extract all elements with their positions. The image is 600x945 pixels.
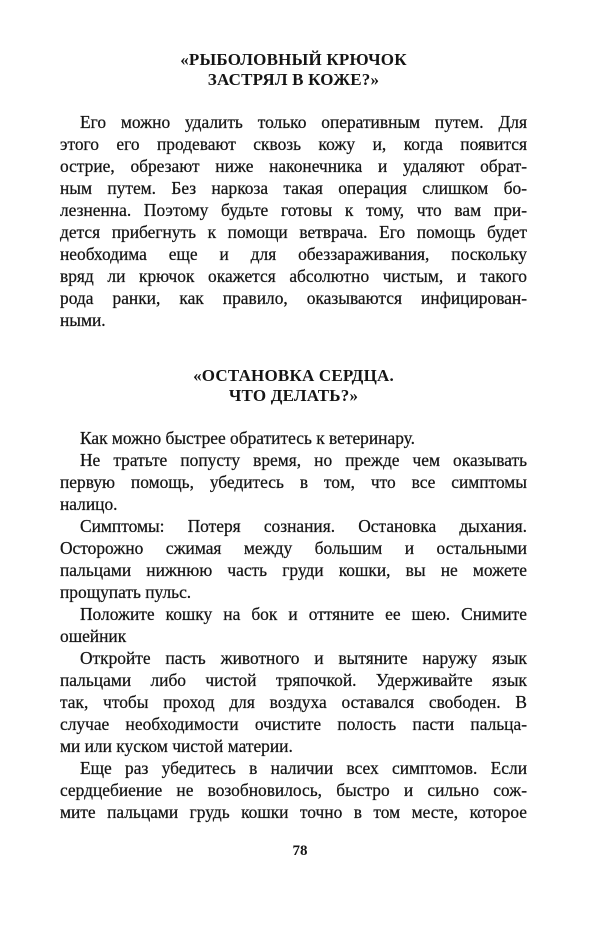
text-line: Откройте пасть животного и вытяните наружу язык xyxy=(80,648,527,668)
text-line: этого его продевают сквозь кожу и, когда появится xyxy=(60,134,527,154)
text-line: первую помощь, убедитесь в том, что все симптомы xyxy=(60,472,527,492)
paragraph xyxy=(60,449,527,515)
text-line: вряд ли крючок окажется абсолютно чистым, и такого xyxy=(60,266,527,286)
article-section xyxy=(60,366,527,823)
text-line: Положите кошку на бок и оттяните ее шею. Снимите xyxy=(80,604,527,624)
paragraph xyxy=(60,111,527,331)
text-line: Еще раз убедитесь в наличии всех симптомов. Если xyxy=(80,758,527,778)
text-line: Не тратьте попусту время, но прежде чем оказывать xyxy=(80,450,527,470)
text-line: дется прибегнуть к помощи ветврача. Его помощь будет xyxy=(60,222,527,242)
text-line: ными. xyxy=(60,310,106,330)
text-line: прощупать пульс. xyxy=(60,582,192,602)
text-line: Осторожно сжимая между большим и остальными xyxy=(60,538,527,558)
page-number: 78 xyxy=(292,843,308,859)
text-line: рода ранки, как правило, оказываются инфицирован- xyxy=(60,288,527,308)
text-line: сердцебиение не возобновилось, быстро и сильно сож- xyxy=(60,780,527,800)
text-line: случае необходимости очистите полость пасти пальца- xyxy=(60,714,527,734)
text-line: пальцами либо чистой тряпочкой. Удерживайте язык xyxy=(60,670,527,690)
text-line: налицо. xyxy=(60,494,118,514)
paragraph xyxy=(60,427,527,449)
text-line: необходима еще и для обеззараживания, поскольку xyxy=(60,244,527,264)
text-line: ошейник xyxy=(60,626,127,646)
text-line: пальцами нижнюю часть груди кошки, вы не можете xyxy=(60,560,527,580)
paragraph xyxy=(60,757,527,823)
heading-line: ЗАСТРЯЛ В КОЖЕ?» xyxy=(207,70,380,89)
text-line: Симптомы: Потеря сознания. Остановка дыхания. xyxy=(80,516,527,536)
text-line: ми или куском чистой материи. xyxy=(60,736,293,756)
page-content xyxy=(60,50,527,823)
text-line: мите пальцами грудь кошки точно в том месте, которое xyxy=(60,802,527,822)
article-section xyxy=(60,50,527,331)
text-line: острие, обрезают ниже наконечника и удаляют обрат- xyxy=(60,156,527,176)
text-line: Его можно удалить только оперативным путем. Для xyxy=(80,112,527,132)
paragraph xyxy=(60,647,527,757)
text-line: ным путем. Без наркоза такая операция слишком бо- xyxy=(60,178,527,198)
heading-line: «РЫБОЛОВНЫЙ КРЮЧОК xyxy=(180,50,407,69)
heading-line: ЧТО ДЕЛАТЬ?» xyxy=(228,386,359,405)
text-line: лезненна. Поэтому будьте готовы к тому, что вам при- xyxy=(60,200,527,220)
heading-line: «ОСТАНОВКА СЕРДЦА. xyxy=(193,366,394,385)
text-line: Как можно быстрее обратитесь к ветеринару. xyxy=(80,428,415,448)
paragraph xyxy=(60,515,527,603)
section-heading xyxy=(60,50,527,90)
text-line: так, чтобы проход для воздуха оставался свободен. В xyxy=(60,692,527,712)
section-heading xyxy=(60,366,527,406)
paragraph xyxy=(60,603,527,647)
